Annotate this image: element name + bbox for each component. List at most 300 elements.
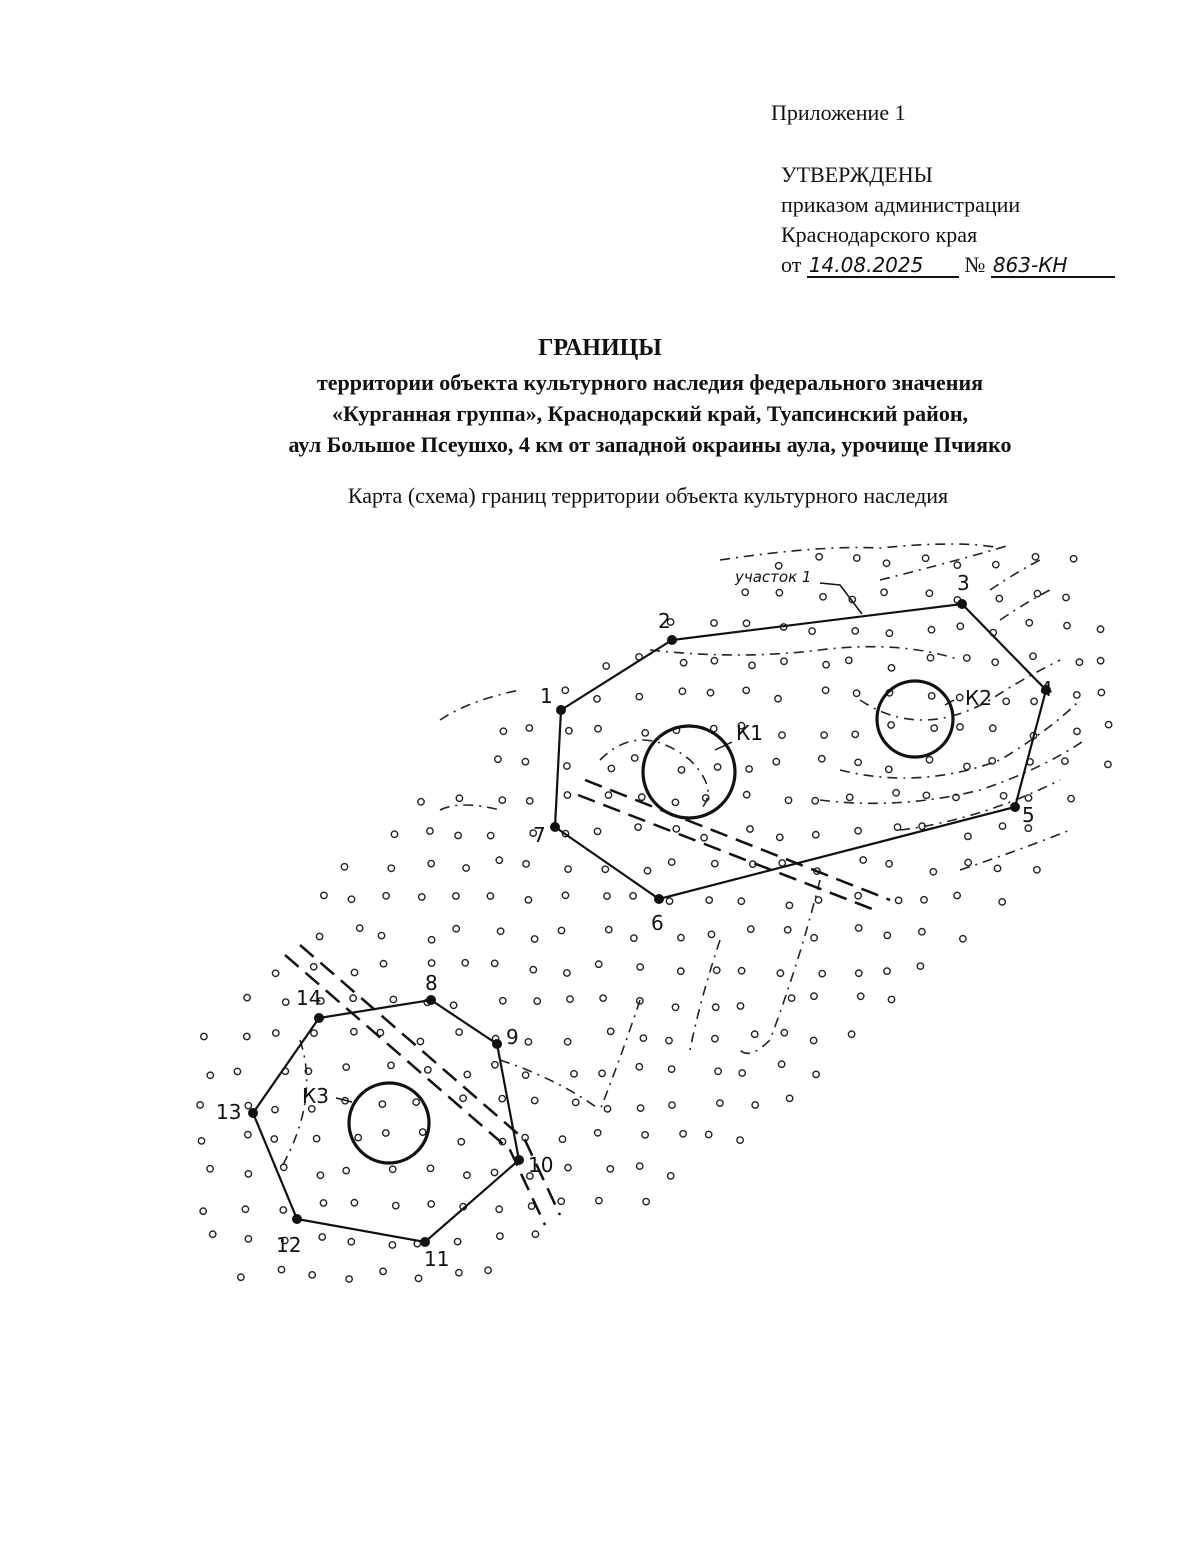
terrain-dot: [630, 893, 636, 899]
terrain-dot: [458, 1139, 464, 1145]
terrain-dot: [815, 897, 821, 903]
point-6: [654, 894, 664, 904]
terrain-dot: [919, 929, 925, 935]
boundary-polygon-1: [555, 604, 1046, 899]
terrain-dot: [464, 1071, 470, 1077]
point-12: [292, 1214, 302, 1224]
terrain-dot: [779, 860, 785, 866]
terrain-dot: [1026, 620, 1032, 626]
terrain-dot: [888, 665, 894, 671]
point-label-10: 10: [528, 1153, 554, 1177]
terrain-dot: [564, 792, 570, 798]
terrain-dot: [558, 1198, 564, 1204]
terrain-dot: [210, 1231, 216, 1237]
terrain-dot: [495, 756, 501, 762]
terrain-dot: [525, 897, 531, 903]
terrain-dot: [380, 961, 386, 967]
terrain-dot: [888, 722, 894, 728]
terrain-dot: [564, 970, 570, 976]
terrain-dot: [742, 589, 748, 595]
terrain-dot: [273, 1030, 279, 1036]
terrain-dot: [927, 655, 933, 661]
point-label-13: 13: [216, 1100, 242, 1124]
terrain-dot: [644, 868, 650, 874]
terrain-dot: [351, 1200, 357, 1206]
terrain-dot: [788, 995, 794, 1001]
terrain-dot: [496, 1206, 502, 1212]
terrain-dot: [1003, 698, 1009, 704]
terrain-dot: [847, 794, 853, 800]
terrain-dot: [500, 998, 506, 1004]
terrain-dot: [669, 1102, 675, 1108]
terrain-dot: [496, 857, 502, 863]
document-title: ГРАНИЦЫ: [538, 335, 662, 361]
terrain-dot: [775, 696, 781, 702]
terrain-dot: [1097, 658, 1103, 664]
terrain-dot: [855, 828, 861, 834]
terrain-dot: [737, 1003, 743, 1009]
terrain-dot: [313, 1135, 319, 1141]
terrain-dot: [499, 797, 505, 803]
terrain-dot: [413, 1099, 419, 1105]
terrain-dot: [245, 1171, 251, 1177]
terrain-dot: [522, 759, 528, 765]
terrain-dot: [922, 555, 928, 561]
terrain-dot: [242, 1206, 248, 1212]
terrain-dot: [668, 1066, 674, 1072]
point-5: [1010, 802, 1020, 812]
approval-date: 14.08.2025: [807, 254, 959, 278]
terrain-dot: [317, 1172, 323, 1178]
terrain-dot: [390, 1166, 396, 1172]
terrain-dot: [992, 659, 998, 665]
terrain-dot: [923, 792, 929, 798]
terrain-dot: [1070, 556, 1076, 562]
number-sign: №: [964, 252, 986, 277]
terrain-dot: [711, 620, 717, 626]
terrain-dot: [886, 630, 892, 636]
terrain-dot: [712, 860, 718, 866]
terrain-dot: [531, 936, 537, 942]
terrain-dot: [418, 799, 424, 805]
terrain-dot: [668, 1173, 674, 1179]
terrain-dot: [678, 767, 684, 773]
terrain-dot: [672, 1004, 678, 1010]
terrain-dot: [1074, 728, 1080, 734]
terrain-dot: [497, 1233, 503, 1239]
terrain-dot: [678, 934, 684, 940]
terrain-dot: [856, 925, 862, 931]
terrain-dot: [1068, 795, 1074, 801]
terrain-dot: [456, 1029, 462, 1035]
terrain-dot: [964, 655, 970, 661]
point-9: [492, 1039, 502, 1049]
terrain-dot: [1030, 653, 1036, 659]
boundary-polygons: [253, 604, 1046, 1242]
point-14: [314, 1013, 324, 1023]
terrain-dot: [743, 620, 749, 626]
terrain-dot: [1074, 692, 1080, 698]
terrain-dot: [427, 1165, 433, 1171]
terrain-dot: [427, 828, 433, 834]
terrain-dot: [820, 594, 826, 600]
terrain-dot: [708, 931, 714, 937]
terrain-dot: [608, 1028, 614, 1034]
terrain-dot: [378, 932, 384, 938]
terrain-dot: [717, 1100, 723, 1106]
point-label-9: 9: [506, 1025, 519, 1049]
terrain-dot: [1097, 626, 1103, 632]
terrain-dot: [715, 1068, 721, 1074]
terrain-dot: [1105, 721, 1111, 727]
terrain-dot: [813, 832, 819, 838]
terrain-dot: [714, 764, 720, 770]
approved-title: УТВЕРЖДЕНЫ: [781, 162, 933, 187]
terrain-dot: [428, 960, 434, 966]
terrain-dot: [781, 1030, 787, 1036]
terrain-dot: [278, 1266, 284, 1272]
terrain-dot: [600, 995, 606, 1001]
terrain-dot: [957, 623, 963, 629]
terrain-dot: [781, 658, 787, 664]
terrain-dot: [532, 1097, 538, 1103]
terrain-dot: [993, 561, 999, 567]
terrain-dot: [931, 725, 937, 731]
terrain-dot: [999, 823, 1005, 829]
terrain-dot: [497, 928, 503, 934]
terrain-dot: [565, 1164, 571, 1170]
terrain-dot: [707, 690, 713, 696]
terrain-dot: [355, 1134, 361, 1140]
terrain-dot: [390, 996, 396, 1002]
terrain-dot: [752, 1102, 758, 1108]
point-label-12: 12: [276, 1233, 302, 1257]
mound-label-k3: К3: [302, 1084, 329, 1108]
terrain-dot: [855, 893, 861, 899]
terrain-dot: [637, 1163, 643, 1169]
terrain-dot: [380, 1268, 386, 1274]
terrain-dot: [272, 1106, 278, 1112]
terrain-dot: [558, 927, 564, 933]
terrain-dot: [453, 926, 459, 932]
terrain-dot: [1000, 793, 1006, 799]
terrain-dot: [488, 832, 494, 838]
terrain-dot: [608, 765, 614, 771]
terrain-dot: [673, 826, 679, 832]
terrain-dot: [281, 1164, 287, 1170]
terrain-dot: [816, 554, 822, 560]
terrain-dot: [605, 792, 611, 798]
subtitle-line-3: аул Большое Псеушхо, 4 км от западной окраины аула, урочище Пчияко: [288, 432, 1012, 457]
terrain-dot: [245, 1236, 251, 1242]
terrain-dot: [425, 1067, 431, 1073]
terrain-dot: [388, 865, 394, 871]
terrain-dot: [464, 1172, 470, 1178]
point-1: [556, 705, 566, 715]
terrain-dot: [559, 1136, 565, 1142]
terrain-dot: [525, 1039, 531, 1045]
terrain-dot: [455, 832, 461, 838]
terrain-dot: [777, 970, 783, 976]
terrain-dot: [929, 693, 935, 699]
terrain-dot: [599, 1070, 605, 1076]
terrain-dot: [346, 1276, 352, 1282]
terrain-dot: [351, 969, 357, 975]
terrain-dot: [714, 967, 720, 973]
terrain-dot: [238, 1274, 244, 1280]
point-label-6: 6: [651, 911, 664, 935]
terrain-dot: [526, 725, 532, 731]
terrain-dot: [680, 660, 686, 666]
appendix-label: Приложение 1: [771, 100, 906, 125]
subtitle-line-2: «Курганная группа», Краснодарский край, Туапсинский район,: [331, 401, 969, 426]
terrain-dot: [631, 935, 637, 941]
terrain-dot: [886, 766, 892, 772]
terrain-dot: [388, 1062, 394, 1068]
terrain-dot: [642, 1132, 648, 1138]
terrain-dot: [200, 1208, 206, 1214]
terrain-dot: [571, 1071, 577, 1077]
point-label-4: 4: [1040, 677, 1053, 701]
terrain-dot: [706, 897, 712, 903]
terrain-dot: [343, 1064, 349, 1070]
terrain-dot: [234, 1068, 240, 1074]
terrain-dot: [928, 627, 934, 633]
point-label-3: 3: [957, 571, 970, 595]
terrain-dot: [207, 1072, 213, 1078]
terrain-dot: [883, 560, 889, 566]
terrain-dot: [957, 694, 963, 700]
terrain-dot: [999, 899, 1005, 905]
terrain-dot: [532, 1231, 538, 1237]
terrain-dot: [632, 755, 638, 761]
terrain-dot: [858, 993, 864, 999]
terrain-dot: [603, 663, 609, 669]
terrain-dot: [893, 790, 899, 796]
terrain-dot: [596, 1197, 602, 1203]
terrain-dot: [856, 970, 862, 976]
terrain-dot: [853, 690, 859, 696]
terrain-dot: [522, 1072, 528, 1078]
terrain-dot: [819, 756, 825, 762]
terrain-dot: [954, 892, 960, 898]
terrain-dot: [848, 1031, 854, 1037]
terrain-dot: [895, 897, 901, 903]
terrain-dot: [320, 1200, 326, 1206]
terrain-dot: [786, 902, 792, 908]
terrain-dot: [456, 1270, 462, 1276]
approved-line-3: Краснодарского края: [781, 222, 978, 247]
terrain-dot: [272, 970, 278, 976]
terrain-dot: [417, 1038, 423, 1044]
terrain-dot: [463, 865, 469, 871]
terrain-dot: [778, 1061, 784, 1067]
approval-number: 863-КН: [991, 254, 1115, 278]
terrain-dot: [311, 1030, 317, 1036]
terrain-dot: [454, 1238, 460, 1244]
terrain-dot: [420, 1129, 426, 1135]
terrain-dot: [393, 1202, 399, 1208]
terrain-dot: [350, 995, 356, 1001]
terrain-dot: [680, 1131, 686, 1137]
terrain-dot: [245, 1102, 251, 1108]
terrain-dot: [389, 1242, 395, 1248]
terrain-dot: [1032, 554, 1038, 560]
terrain-dot: [810, 1037, 816, 1043]
terrain-dot: [860, 857, 866, 863]
terrain-dot: [245, 1131, 251, 1137]
terrain-dot: [921, 897, 927, 903]
terrain-dot: [822, 687, 828, 693]
point-label-11: 11: [424, 1247, 450, 1271]
terrain-dot: [283, 999, 289, 1005]
date-prefix: от: [781, 252, 802, 277]
subtitle-line-1: территории объекта культурного наследия федерального значения: [316, 370, 984, 395]
terrain-dot: [523, 861, 529, 867]
terrain-dot: [776, 590, 782, 596]
terrain-dot: [594, 828, 600, 834]
terrain-dot: [639, 794, 645, 800]
terrain-dot: [643, 1198, 649, 1204]
terrain-dot: [1062, 758, 1068, 764]
terrain-dot: [636, 1064, 642, 1070]
terrain-dot: [594, 696, 600, 702]
terrain-dot: [642, 730, 648, 736]
terrain-dot: [747, 826, 753, 832]
terrain-dot: [785, 927, 791, 933]
terrain-dot: [485, 1267, 491, 1273]
terrain-dot: [379, 1101, 385, 1107]
terrain-dot: [606, 926, 612, 932]
terrain-dot: [965, 833, 971, 839]
boundary-points: [248, 599, 1051, 1247]
pointer-lines: [336, 583, 954, 1102]
point-7: [550, 822, 560, 832]
point-label-1: 1: [540, 684, 553, 708]
point-3: [957, 599, 967, 609]
terrain-dot: [321, 892, 327, 898]
terrain-dot: [679, 688, 685, 694]
map-caption: Карта (схема) границ территории объекта культурного наследия: [347, 483, 949, 508]
terrain-dot: [811, 935, 817, 941]
terrain-dot: [884, 932, 890, 938]
terrain-dot: [492, 960, 498, 966]
terrain-dot: [453, 893, 459, 899]
terrain-dot: [491, 1169, 497, 1175]
terrain-dot: [711, 658, 717, 664]
terrain-dot: [990, 725, 996, 731]
terrain-dot: [881, 589, 887, 595]
terrain-dot: [1031, 698, 1037, 704]
terrain-dot: [207, 1166, 213, 1172]
terrain-dot: [746, 766, 752, 772]
terrain-dot: [607, 1166, 613, 1172]
terrain-dot: [964, 763, 970, 769]
terrain-dot: [595, 1130, 601, 1136]
terrain-dot: [316, 933, 322, 939]
terrain-dot: [888, 996, 894, 1002]
point-label-8: 8: [425, 971, 438, 995]
terrain-dot: [319, 1234, 325, 1240]
terrain-dot: [604, 1106, 610, 1112]
terrain-dot: [960, 936, 966, 942]
terrain-dot: [567, 996, 573, 1002]
terrain-dot: [640, 1035, 646, 1041]
terrain-dot: [383, 893, 389, 899]
terrain-dot: [712, 1036, 718, 1042]
point-8: [426, 995, 436, 1005]
terrain-dot: [604, 893, 610, 899]
terrain-dot: [348, 896, 354, 902]
terrain-dot: [739, 1070, 745, 1076]
terrain-dot: [926, 757, 932, 763]
terrain-dot: [994, 865, 1000, 871]
terrain-dot: [415, 1275, 421, 1281]
terrain-dot: [527, 798, 533, 804]
approved-line-2: приказом администрации: [781, 192, 1021, 217]
terrain-dot: [595, 726, 601, 732]
terrain-dot: [487, 893, 493, 899]
terrain-dot: [391, 831, 397, 837]
terrain-dot: [280, 1207, 286, 1213]
mound-k3: [349, 1083, 429, 1163]
terrain-dot: [786, 1095, 792, 1101]
terrain-dot: [499, 1095, 505, 1101]
terrain-dot: [854, 555, 860, 561]
terrain-dot: [419, 894, 425, 900]
terrain-dot: [596, 961, 602, 967]
terrain-dot: [201, 1033, 207, 1039]
plot-label: участок 1: [735, 568, 812, 586]
terrain-dot: [813, 1071, 819, 1077]
terrain-dot: [500, 728, 506, 734]
mound-label-k1: К1: [736, 721, 763, 745]
terrain-dot: [996, 595, 1002, 601]
terrain-dot: [341, 864, 347, 870]
point-label-2: 2: [658, 609, 671, 633]
terrain-dot: [456, 795, 462, 801]
terrain-dot: [573, 1099, 579, 1105]
terrain-dot: [271, 1136, 277, 1142]
point-13: [248, 1108, 258, 1118]
terrain-dot: [749, 662, 755, 668]
terrain-dot: [1098, 689, 1104, 695]
terrain-dot: [666, 898, 672, 904]
terrain-dot: [823, 662, 829, 668]
terrain-dot: [855, 759, 861, 765]
terrain-dot: [492, 1062, 498, 1068]
terrain-dot: [821, 732, 827, 738]
terrain-dot: [957, 724, 963, 730]
terrain-dot: [743, 687, 749, 693]
terrain-dot: [428, 860, 434, 866]
terrain-dot: [566, 728, 572, 734]
terrain-dot: [428, 937, 434, 943]
terrain-dot: [744, 792, 750, 798]
terrain-dot: [1105, 761, 1111, 767]
mound-label-k2: К2: [965, 686, 992, 710]
terrain-dot: [530, 967, 536, 973]
terrain-dot: [462, 960, 468, 966]
terrain-dot: [886, 861, 892, 867]
terrain-dot: [1063, 594, 1069, 600]
terrain-dot: [777, 834, 783, 840]
point-label-7: 7: [533, 823, 546, 847]
terrain-dot: [965, 859, 971, 865]
terrain-dot: [926, 590, 932, 596]
terrain-dot: [706, 1131, 712, 1137]
terrain-dot: [812, 798, 818, 804]
